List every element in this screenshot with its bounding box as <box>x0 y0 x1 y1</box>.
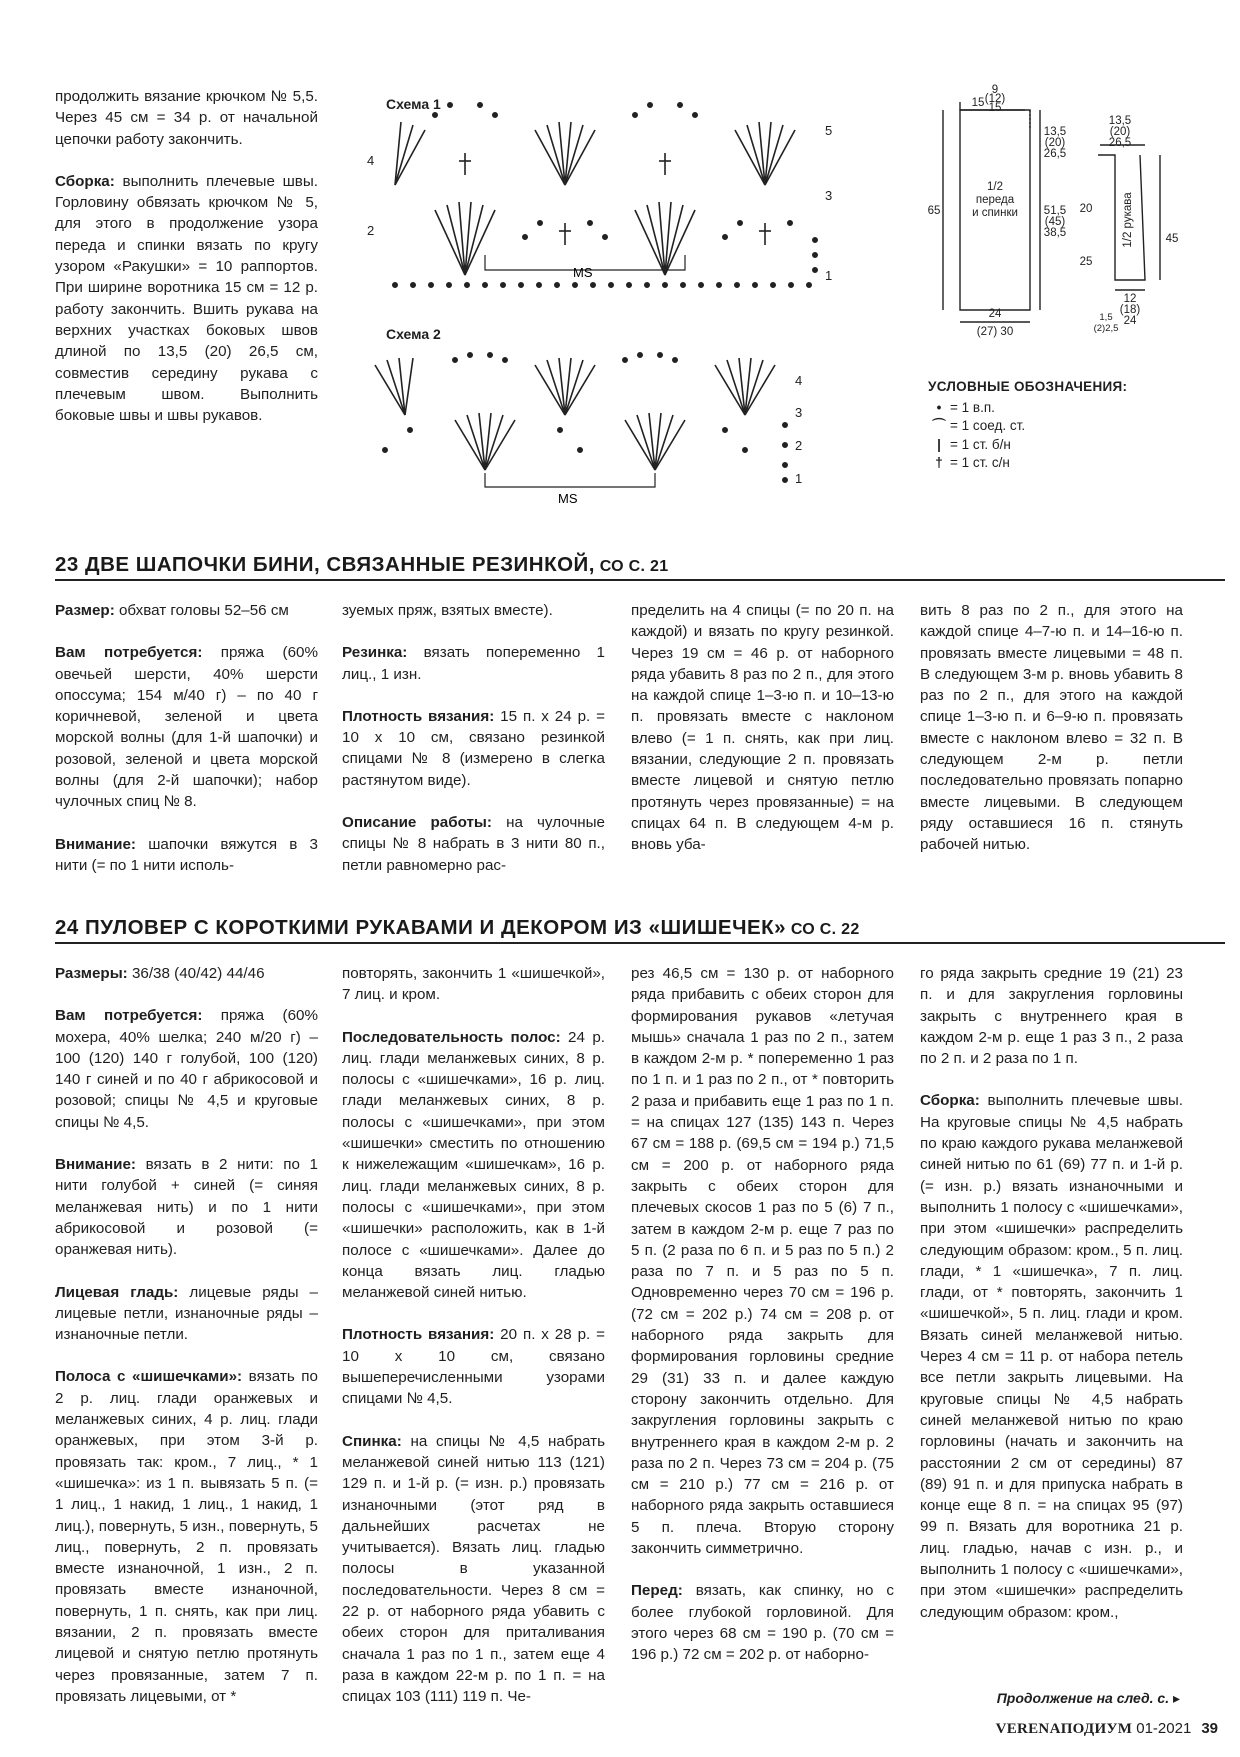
top-paragraph-1: продолжить вязание крючком № 5,5. Через 45 см = 34 р. от начальной цепочки работу закончить. <box>55 88 318 148</box>
scheme2-ms-label: MS <box>558 491 578 506</box>
sec24-column-2: повторять, закончить 1 «шишечкой», 7 лиц. и кром. Последовательность полос: 24 р. лиц. глади меланжевых синих, 8 р. полосы с «шишечками», 16 р. лиц. глади меланжевых синих, 8 р. полосы с «шишечками», при этом «шишечки» сместить по отношению к нижележащим «шишечкам», 16 р. лиц. глади меланжевых синих, 8 р. полосы с «шишечками», при этом «шишечки» расположить, как в 1-й полосе с «шишечками». Далее до конца вязать лиц. гладью меланжевой синей нитью. Плотность вязания: 20 п. х 28 р. = 10 х 10 см, связано вышеперечисленными узорами спицами № 4,5. Спинка: на спицы № 4,5 набрать меланжевой синей нитью 113 (121) 129 п. и 1-й р. (= изн. р.) провязать изнаночными (этот ряд в дальнейших расчетах не учитывается). Вязать лиц. гладью полосы в указанной последовательности. Через 8 см = 22 р. от наборного ряда убавить с обеих сторон для приталивания сначала 1 раз по 1 п., затем еще 4 раза в каждом 22-м р. по 1 п. = на спицах 103 (111) 119 п. Че- <box>342 965 606 1706</box>
sec23-column-3: пределить на 4 спицы (= по 20 п. на каждой) и вязать по кругу резинкой. Через 19 см = 46 р. от наборного ряда убавить 8 раз по 2 п., для этого на каждой спице 1–3-ю п. и 10–13-ю п. провязать вместе с наклоном влево (= 1 п. снять, как при лиц. вязании, следующие 2 п. провязать вместе лицевой и снятую петлю протянуть через провязанные) = на спицах 64 п. В следующем 4-м р. вновь уба- <box>631 602 894 854</box>
scheme2-row-2: 2 <box>795 438 803 453</box>
legend-item-double: † = 1 ст. с/н <box>928 454 1127 473</box>
slip-stitch-icon: ⌒ <box>932 418 946 433</box>
scheme1-ms-label: MS <box>573 265 593 280</box>
sleeve-bottom-1: 12 <box>1123 293 1137 305</box>
magazine-logo: VERENAПОДИУМ <box>995 1721 1133 1737</box>
scheme2-fans-upper <box>375 353 775 415</box>
sleeve-small-2: (2)2,5 <box>1093 323 1119 334</box>
sec23-column-1: Размер: обхват головы 52–56 см Вам потребуется: пряжа (60% овечьей шерсти, 40% шерсти опоссума; 154 м/40 г) – по 40 г коричневой, зеленой и цвета морской волны (для 1-й шапочки) и розовой, зеленой и цвета морской волны (для 2-й шапочки); набор чулочных спиц № 8. Внимание: шапочки вяжутся в 3 нити (= по 1 нити исполь- <box>55 602 318 874</box>
scheme1-row-4: 4 <box>367 153 375 168</box>
legend-item-chain: • = 1 в.п. <box>928 399 1127 418</box>
footer-brand <box>996 1720 1218 1738</box>
issue-number: 01-2021 <box>1136 1720 1192 1737</box>
sec24-column-3: рез 46,5 см = 130 р. от наборного ряда прибавить с обеих сторон для формирования рукавов «летучая мышь» сначала 1 раз по 2 п., затем в каждом 2-м р. * попеременно 1 раз по 1 п. и 1 раз по 2 п., от * повторить 2 раза и прибавить еще 1 раз по 1 п. = на спицах 127 (135) 143 п. Через 67 см = 188 р. (69,5 см = 194 р.) 71,5 см = 200 р. от наборного ряда закрыть с обеих сторон для плечевых скосов 1 раз по 5 (6) 7 п., затем в каждом 2-м р. еще 7 раз по 5 п. (2 раза по 6 п. и 5 раз по 5 п.) 2 раза по 7 п. и 5 раз по 5 п. Одновременно через 70 см = 196 р. (72 см = 202 р.) 74 см = 208 р. от наборного ряда закрыть для формирования горловины средние 29 (31) 33 п. и далее каждую сторону закончить отдельно. Для закругления горловины закрыть с внутреннего края в каждом 2-м р. 2 раза по 2 п. Через 73 см = 204 р. (75 см = 210 р.) 77 см = 216 р. от наборного ряда закрыть оставшиеся 5 п. плеча. Вторую сторону закончить симметрично. Перед: вязать, как спинку, но с более глубокой горловиной. Для этого через 68 см = 190 р. (70 см = 196 р.) 72 см = 202 р. от наборно- <box>631 965 894 1664</box>
legend-item-single: | = 1 ст. б/н <box>928 436 1127 455</box>
bottom-2: (27) 30 <box>976 326 1014 338</box>
scheme1-row-2: 2 <box>367 223 375 238</box>
scheme-1-title: Схема 1 <box>386 96 441 112</box>
scheme2-ms-bracket <box>485 473 655 487</box>
chain-stitch-icon: • <box>936 399 942 415</box>
bottom-1: 24 <box>988 308 1002 320</box>
scheme2-row-3: 3 <box>795 405 803 420</box>
double-crochet-icon: † <box>935 455 943 470</box>
scheme1-row-5: 5 <box>825 123 833 138</box>
legend-item-slip: ⌒ = 1 соед. ст. <box>928 417 1127 436</box>
side-3: 38,5 <box>1043 227 1067 239</box>
scheme1-chain-row <box>393 283 811 287</box>
sleeve-45: 45 <box>1165 233 1179 245</box>
scheme1-right-edge <box>813 238 817 272</box>
pattern-neck-2: (12) <box>984 93 1006 105</box>
top-text-column <box>55 86 318 426</box>
sleeve-top-2: (20) <box>1109 126 1131 138</box>
pattern-neck-3: 15 <box>988 102 1002 114</box>
body-label-2: переда <box>975 194 1015 206</box>
single-crochet-icon: | <box>937 436 941 452</box>
armhole-3: 26,5 <box>1043 148 1067 160</box>
sec24-column-1: Размеры: 36/38 (40/42) 44/46 Вам потребуется: пряжа (60% мохера, 40% шелка; 240 м/20 г) – 100 (120) 140 г голубой, 100 (120) 140 г синей и по 40 г абрикосовой и розовой; спицы № 4,5 и круговые спицы № 4,5. Внимание: вязать в 2 нити: по 1 нити голубой + синей (= синяя меланжевая нить) и по 1 нити абрикосовой и розовой (= оранжевая нить). Лицевая гладь: лицевые ряды – лицевые петли, изнаночные ряды – изнаночные петли. Полоса с «шишечками»: вязать по 2 р. лиц. глади оранжевых и меланжевых синих, 4 р. лиц. глади оранжевых, при этом 3-й р. провязать так: кром., 7 лиц., * 1 «шишечка»: из 1 п. вывязать 5 п. (= 1 лиц., 1 накид, 1 лиц., 1 накид, 1 лиц.), повернуть, 5 изн., повернуть, 5 лиц., повернуть, 2 п. провязать вместе изнаночной, 1 изн., 2 п. провязать вместе изнаночной, повернуть, 1 п. снять, как при лиц. вязании, 2 п. провязать вместе лицевой и снятую петлю протянуть через провязанные, затем 7 п. провязать лицевыми, от * <box>55 965 318 1705</box>
side-1: 51,5 <box>1043 205 1067 217</box>
page-number: 39 <box>1201 1720 1218 1737</box>
scheme-2-title: Схема 2 <box>386 326 441 342</box>
continued-note: Продолжение на след. с. ▸ <box>996 1690 1180 1706</box>
sleeve-bottom-2: (18) <box>1119 304 1141 316</box>
section-23-title: 23 ДВЕ ШАПОЧКИ БИНИ, СВЯЗАННЫЕ РЕЗИНКОЙ, СО С. 21 <box>55 553 1225 581</box>
scheme1-fans-upper <box>395 103 795 185</box>
top-paragraph-2: Сборка: выполнить плечевые швы. Горловину обвязать крючком № 5, для этого в продолжение узора переда и спинки вязать по кругу узором «Ракушки» = 10 раппортов. При ширине воротника 15 см = 12 р. работу закончить. Вшить рукава на верхних участках боковых швов длиной по 13,5 (20) 26,5 см, совместив середину рукава с плечевым швом. Выполнить боковые швы и швы рукавов. <box>55 172 318 425</box>
sec23-column-2: зуемых пряж, взятых вместе). Резинка: вязать попеременно 1 лиц., 1 изн. Плотность вязания: 15 п. х 24 р. = 10 х 10 см, связано резинкой спицами № 8 (измерено в слегка растянутом виде). Описание работы: на чулочные спицы № 8 набрать в 3 нити 80 п., петли равномерно рас- <box>342 602 605 874</box>
sleeve-bottom-3: 24 <box>1123 315 1137 327</box>
armhole-1: 13,5 <box>1043 126 1067 138</box>
scheme2-row-4: 4 <box>795 373 803 388</box>
scheme2-row-1: 1 <box>795 471 803 486</box>
sec23-column-4: вить 8 раз по 2 п., для этого на каждой спице 4–7-ю п. и 14–16-ю п. провязать вместе лицевыми = 48 п. В следующем 3-м р. вновь убавить 8 раз по 2 п., для этого на каждой спице 1–3-ю п. и 6–9-ю п. провязать вместе с наклоном влево = 32 п. В следующем 2-м р. петли последовательно провязать попарно вместе лицевыми. В следующем ряду оставшиеся 16 п. стянуть рабочей нитью. <box>920 602 1183 854</box>
body-label-1: 1/2 <box>987 181 1003 193</box>
sleeve-top-3: 26,5 <box>1108 137 1132 149</box>
sleeve-label: 1/2 рукава <box>1122 192 1134 248</box>
scheme1-row-3: 3 <box>825 188 833 203</box>
sec24-column-4: го ряда закрыть средние 19 (21) 23 п. и для закругления горловины закрыть с внутреннего края в каждом 2-м р. еще 1 раз 3 п., 2 раза по 2 п. и 2 раза по 1 п. Сборка: выполнить плечевые швы. На круговые спицы № 4,5 набрать по краю каждого рукава меланжевой синей нитью по 61 (69) 77 п. и 1-й р. (= изн. р.) вязать изнаночными и выполнить 1 полосу с «шишечками», при этом «шишечки» распределить следующим образом: кром., 5 п. лиц. глади, * 1 «шишечка», 7 п. лиц. глади, от * повторять, закончить 1 «шишечкой», 5 п. лиц. глади и кром. Вязать синей меланжевой нитью. Через 4 см = 11 р. от набора петель все петли закрыть лицевыми. На круговые спицы № 4,5 набрать синей меланжевой нитью по краю горловины (начать и закончить на расстоянии 2 см от середины) 87 (89) 91 п. и для припуска набрать в конце еще 8 п. = на спицах 95 (97) 99 п. Вязать для воротника 21 р. лиц. гладью, начав с изн. р., и выполнить 1 полосу с «шишечками», при этом «шишечки» распределить следующим образом: кром., <box>920 965 1183 1621</box>
scheme-2-diagram <box>365 355 885 510</box>
armhole-2: (20) <box>1044 137 1066 149</box>
scheme1-fans-lower <box>435 202 792 275</box>
pattern-shoulder: 15 <box>971 97 985 109</box>
sleeve-small-1: 1,5 <box>1099 312 1113 323</box>
pattern-neck-1: 9 <box>991 84 999 96</box>
body-height: 65 <box>927 205 941 217</box>
sleeve-top-1: 13,5 <box>1108 115 1132 127</box>
pattern-diagram <box>920 80 1220 360</box>
scheme2-fans-lower <box>383 413 747 470</box>
legend-title: УСЛОВНЫЕ ОБОЗНАЧЕНИЯ: <box>928 379 1128 394</box>
legend <box>928 378 1127 473</box>
scheme1-row-1: 1 <box>825 268 833 283</box>
scheme2-right-edge <box>783 423 787 482</box>
sleeve-20: 20 <box>1079 203 1093 215</box>
scheme-1-diagram <box>367 105 915 315</box>
section-24-title: 24 ПУЛОВЕР С КОРОТКИМИ РУКАВАМИ И ДЕКОРОМ ИЗ «ШИШЕЧЕК» СО С. 22 <box>55 916 1225 944</box>
side-2: (45) <box>1044 216 1066 228</box>
body-label-3: и спинки <box>972 207 1018 219</box>
sleeve-25: 25 <box>1079 256 1093 268</box>
